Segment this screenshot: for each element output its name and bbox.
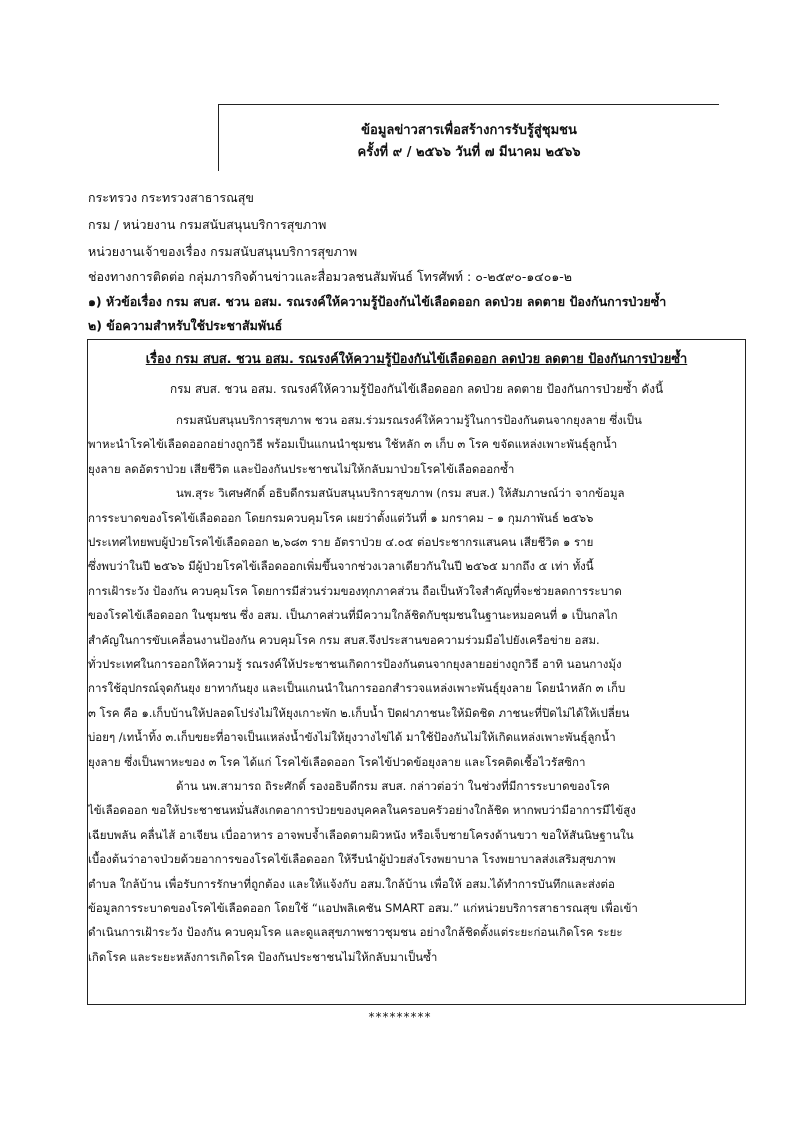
article-line: ประเทศไทยพบผู้ป่วยโรคไข้เลือดออก ๒,๖๘๓ ราย อัตราป่วย ๔.๐๕ ต่อประชากรแสนคน เสียชีวิต ๑ ราย — [88, 535, 594, 549]
meta-owner: หน่วยงานเจ้าของเรื่อง กรมสนับสนุนบริการสุขภาพ — [88, 244, 358, 259]
article-line: สำคัญในการขับเคลื่อนงานป้องกัน ควบคุมโรค กรม สบส.จึงประสานขอความร่วมมือไปยังเครือข่าย อสม. — [88, 632, 600, 647]
article-line: นพ.สุระ วิเศษศักดิ์ อธิบดีกรมสนับสนุนบริการสุขภาพ (กรม สบส.) ให้สัมภาษณ์ว่า จากข้อมูล — [176, 486, 625, 501]
article-line: การใช้อุปกรณ์จุดกันยุง ยาทากันยุง และเป็นแกนนำในการออกสำรวจแหล่งเพาะพันธุ์ยุงลาย โดยนำหลัก ๓ เก็บ — [88, 681, 626, 696]
article-line: ด้าน นพ.สามารถ ถิระศักดิ์ รองอธิบดีกรม สบส. กล่าวต่อว่า ในช่วงที่มีการระบาดของโรค — [176, 779, 610, 793]
meta-contact: ช่องทางการติดต่อ กลุ่มภารกิจด้านข่าวและสื่อมวลชนสัมพันธ์ โทรศัพท์ : ๐-๒๕๙๐-๑๔๐๑-๒ — [88, 269, 573, 284]
header-title: ข้อมูลข่าวสารเพื่อสร้างการรับรู้สู่ชุมชน — [361, 123, 577, 138]
article-line: ๓ โรค คือ ๑.เก็บบ้านให้ปลอดโปร่งไม่ให้ยุงเกาะพัก ๒.เก็บน้ำ ปิดฝาภาชนะให้มิดชิด ภาชนะที่ปิดไม่ได้ให้เปลี่ยน — [88, 705, 630, 720]
article-lead: กรม สบส. ชวน อสม. รณรงค์ให้ความรู้ป้องกันไข้เลือดออก ลดป่วย ลดตาย ป้องกันการป่วยซ้ำ ดังนี้ — [169, 382, 664, 396]
article-line: ดำเนินการเฝ้าระวัง ป้องกัน ควบคุมโรค และดูแลสุขภาพชาวชุมชน อย่างใกล้ชิดตั้งแต่ระยะก่อนเกิดโรค ระยะ — [88, 925, 623, 940]
article-line: ยุงลาย ลดอัตราป่วย เสียชีวิต และป้องกันประชาชนไม่ให้กลับมาป่วยโรคไข้เลือดออกซ้ำ — [88, 461, 515, 476]
article-line: การระบาดของโรคไข้เลือดออก โดยกรมควบคุมโรค เผยว่าตั้งแต่วันที่ ๑ มกราคม – ๑ กุมภาพันธ์ ๒๕๖๖ — [88, 510, 594, 525]
article-line: พาหะนำโรคไข้เลือดออกอย่างถูกวิธี พร้อมเป็นแกนนำชุมชน ใช้หลัก ๓ เก็บ ๓ โรค ขจัดแหล่งเพาะพันธุ์ลูกน้ำ — [88, 437, 618, 452]
header-issue-date: ครั้งที่ ๙ / ๒๕๖๖ วันที่ ๗ มีนาคม ๒๕๖๖ — [357, 145, 581, 160]
end-mark: ********* — [368, 1010, 432, 1024]
article-line: ยุงลาย ซึ่งเป็นพาหะของ ๓ โรค ได้แก่ โรคไข้เลือดออก โรคไข้ปวดข้อยุงลาย และโรคติดเชื้อไวรัสซิกา — [88, 754, 586, 769]
article-box — [87, 339, 746, 1005]
article-title: เรื่อง กรม สบส. ชวน อสม. รณรงค์ให้ความรู้ป้องกันไข้เลือดออก ลดป่วย ลดตาย ป้องกันการป่วยซ้ำ — [145, 352, 688, 367]
article-line: ข้อมูลการระบาดของโรคไข้เลือดออก โดยใช้ “แอปพลิเคชัน SMART อสม.” แก่หน่วยบริการสาธารณสุข เพื่อเข้า — [88, 901, 638, 915]
article-line: ตำบล ใกล้บ้าน เพื่อรับการรักษาที่ถูกต้อง และให้แจ้งกับ อสม.ใกล้บ้าน เพื่อให้ อสม.ได้ทำการบันทึกและส่งต่อ — [88, 876, 615, 891]
article-line: เกิดโรค และระยะหลังการเกิดโรค ป้องกันประชาชนไม่ให้กลับมาเป็นซ้ำ — [88, 949, 438, 964]
header-box — [218, 104, 719, 171]
meta-department: กรม / หน่วยงาน กรมสนับสนุนบริการสุขภาพ — [88, 217, 327, 232]
article-line: เฉียบพลัน คลื่นไส้ อาเจียน เบื่ออาหาร อาจพบจ้ำเลือดตามผิวหนัง หรือเจ็บชายโครงด้านขวา ขอให้สันนิษฐานใน — [88, 827, 634, 842]
meta-message-heading: ๒) ข้อความสำหรับใช้ประชาสัมพันธ์ — [88, 318, 283, 333]
article-line: ไข้เลือดออก ขอให้ประชาชนหมั่นสังเกตอาการป่วยของบุคคลในครอบครัวอย่างใกล้ชิด หากพบว่ามีอาการมีไข้สูง — [88, 803, 636, 818]
article-line: การเฝ้าระวัง ป้องกัน ควบคุมโรค โดยการมีส่วนร่วมของทุกภาคส่วน ถือเป็นหัวใจสำคัญที่จะช่วยลดการระบาด — [88, 583, 622, 598]
meta-ministry: กระทรวง กระทรวงสาธารณสุข — [88, 190, 254, 205]
article-line: ของโรคไข้เลือดออก ในชุมชน ซึ่ง อสม. เป็นภาคส่วนที่มีความใกล้ชิดกับชุมชนในฐานะหมอคนที่ ๑ เป็นกลไก — [88, 608, 618, 623]
article-line: กรมสนับสนุนบริการสุขภาพ ชวน อสม.ร่วมรณรงค์ให้ความรู้ในการป้องกันตนจากยุงลาย ซึ่งเป็น — [176, 413, 642, 427]
article-line: ซึ่งพบว่าในปี ๒๕๖๖ มีผู้ป่วยโรคไข้เลือดออกเพิ่มขึ้นจากช่วงเวลาเดียวกันในปี ๒๕๖๕ มากถึง ๕ เท่า ทั้งนี้ — [88, 559, 594, 574]
article-line: บ่อยๆ /เทน้ำทิ้ง ๓.เก็บขยะที่อาจเป็นแหล่งน้ำขังไม่ให้ยุงวางไข่ได้ มาใช้ป้องกันไม่ให้เกิดแหล่งเพาะพันธุ์ลูกน้ำ — [88, 730, 616, 745]
article-line: ทั่วประเทศในการออกให้ความรู้ รณรงค์ให้ประชาชนเกิดการป้องกันตนจากยุงลายอย่างถูกวิธี อาทิ นอนกางมุ้ง — [88, 657, 622, 671]
meta-topic: ๑) หัวข้อเรื่อง กรม สบส. ชวน อสม. รณรงค์ให้ความรู้ป้องกันไข้เลือดออก ลดป่วย ลดตาย ป้องกันการป่วยซ้ำ — [88, 294, 667, 309]
article-line: เบื้องต้นว่าอาจป่วยด้วยอาการของโรคไข้เลือดออก ให้รีบนำผู้ป่วยส่งโรงพยาบาล โรงพยาบาลส่งเสริมสุขภาพ — [88, 852, 616, 867]
